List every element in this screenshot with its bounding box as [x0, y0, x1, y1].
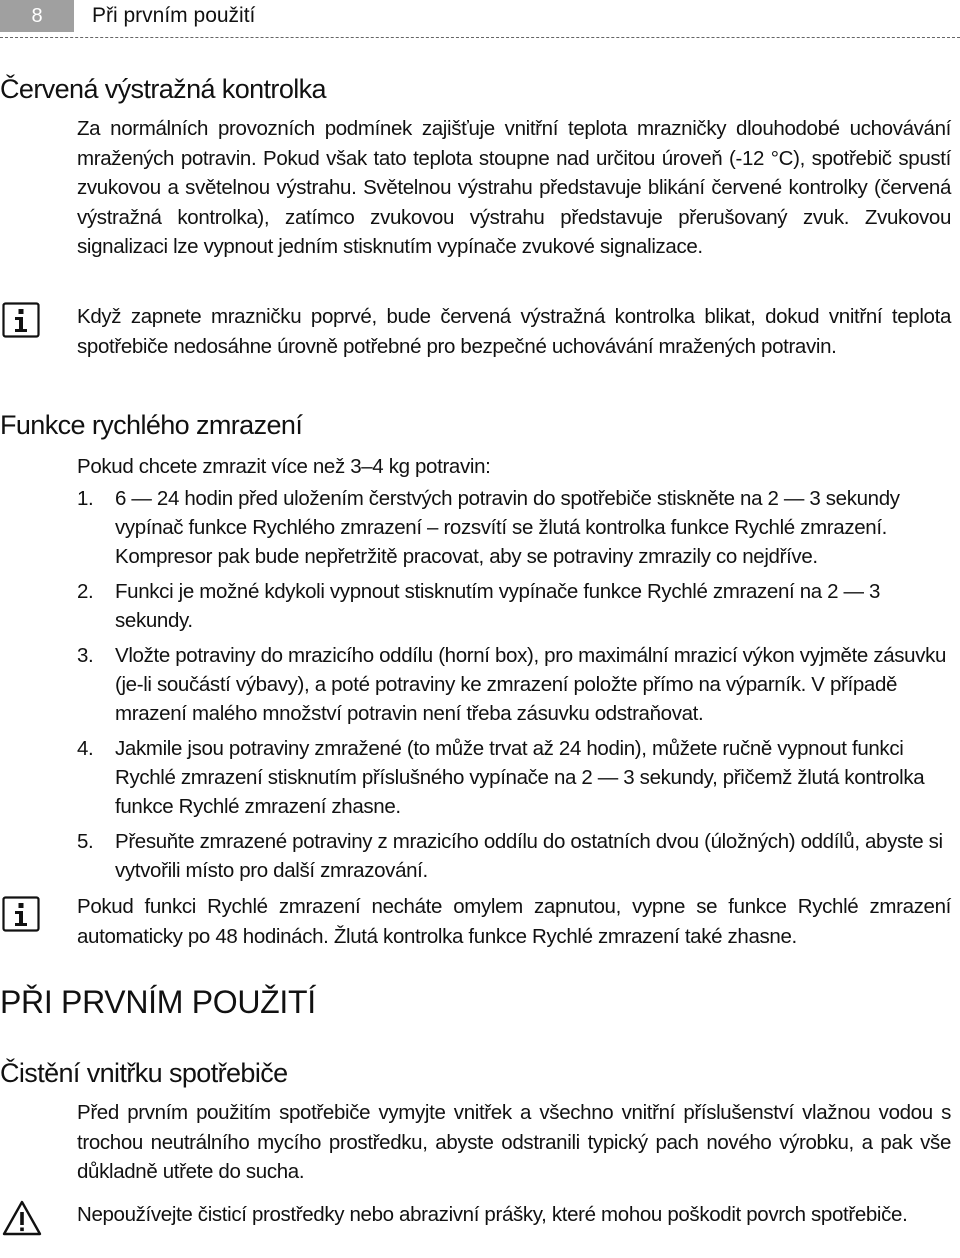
list-item	[77, 734, 957, 821]
info-icon	[2, 896, 40, 932]
list-item	[77, 484, 957, 571]
page-number: 8	[0, 0, 74, 32]
list-item	[77, 577, 957, 635]
page-header	[0, 0, 960, 38]
header-title: Při prvním použití	[92, 4, 256, 27]
step-text: Jakmile jsou potraviny zmražené (to může trvat až 24 hodin), můžete ručně vypnout funkci Rychlé zmrazení stisknutím příslušného vypínače na 2 — 3 sekundy, přičemž žlutá kontrolka funkce Rychlé zmrazení zhasne.	[115, 737, 925, 818]
chapter-heading: PŘI PRVNÍM POUŽITÍ	[0, 984, 316, 1020]
section-heading-alarm: Červená výstražná kontrolka	[0, 74, 326, 104]
cleaning-warning-note: Nepoužívejte čisticí prostředky nebo abrazivní prášky, které mohou poškodit povrch spotřebiče.	[77, 1203, 908, 1226]
header-divider	[0, 37, 960, 38]
step-text: Vložte potraviny do mrazicího oddílu (horní box), pro maximální mrazicí výkon vyjměte zásuvku (je-li součástí výbavy), a poté potraviny ke zmrazení položte přímo na výparník. V případě mrazení malého množství potravin není třeba zásuvku odstraňovat.	[115, 644, 947, 725]
list-item	[77, 641, 957, 728]
step-number: 4.	[77, 737, 94, 760]
alarm-info-note: Když zapnete mrazničku poprvé, bude červená výstražná kontrolka blikat, dokud vnitřní teplota spotřebiče nedosáhne úrovně potřebné pro bezpečné uchovávání mražených potravin.	[77, 305, 951, 358]
step-text: Přesuňte zmrazené potraviny z mrazicího oddílu do ostatních dvou (úložných) oddílů, abyste si vytvořili místo pro další zmrazování.	[115, 830, 943, 882]
fast-freeze-steps	[77, 484, 957, 891]
fast-freeze-intro: Pokud chcete zmrazit více než 3–4 kg potravin:	[77, 455, 491, 478]
cleaning-body: Před prvním použitím spotřebiče vymyjte vnitřek a všechno vnitřní příslušenství vlažnou vodou s trochou neutrálního mycího prostředku, abyste odstranili typický pach nového výrobku, a pak vše důkladně utřete do sucha.	[77, 1101, 951, 1183]
step-text: 6 — 24 hodin před uložením čerstvých potravin do spotřebiče stiskněte na 2 — 3 sekundy vypínač funkce Rychlého zmrazení – rozsvítí se žlutá kontrolka funkce Rychlé zmrazení. Kompresor pak bude nepřetržitě pracovat, aby se potraviny zmrazily co nejdříve.	[115, 487, 900, 568]
step-number: 5.	[77, 830, 94, 853]
alarm-body: Za normálních provozních podmínek zajišťuje vnitřní teplota mrazničky dlouhodobé uchovávání mražených potravin. Pokud však tato teplota stoupne nad určitou úroveň (-12 °C), spotřebič spustí zvukovou a světelnou výstrahu. Světelnou výstrahu představuje blikání červené kontrolky (červená výstražná kontrolka), zatímco zvukovou výstrahu představuje přerušovaný zvuk. Zvukovou signalizaci lze vypnout jedním stisknutím vypínače zvukové signalizace.	[77, 117, 951, 258]
list-item	[77, 827, 957, 885]
info-icon	[2, 302, 40, 338]
step-number: 2.	[77, 580, 94, 603]
section-heading-cleaning: Čistění vnitřku spotřebiče	[0, 1058, 288, 1088]
section-heading-fast-freeze: Funkce rychlého zmrazení	[0, 410, 303, 440]
warning-icon	[2, 1200, 42, 1236]
fast-freeze-info-note: Pokud funkci Rychlé zmrazení necháte omylem zapnutou, vypne se funkce Rychlé zmrazení automaticky po 48 hodinách. Žlutá kontrolka funkce Rychlé zmrazení také zhasne.	[77, 895, 951, 948]
step-number: 1.	[77, 487, 94, 510]
step-number: 3.	[77, 644, 94, 667]
step-text: Funkci je možné kdykoli vypnout stisknutím vypínače funkce Rychlé zmrazení na 2 — 3 sekundy.	[115, 580, 881, 632]
